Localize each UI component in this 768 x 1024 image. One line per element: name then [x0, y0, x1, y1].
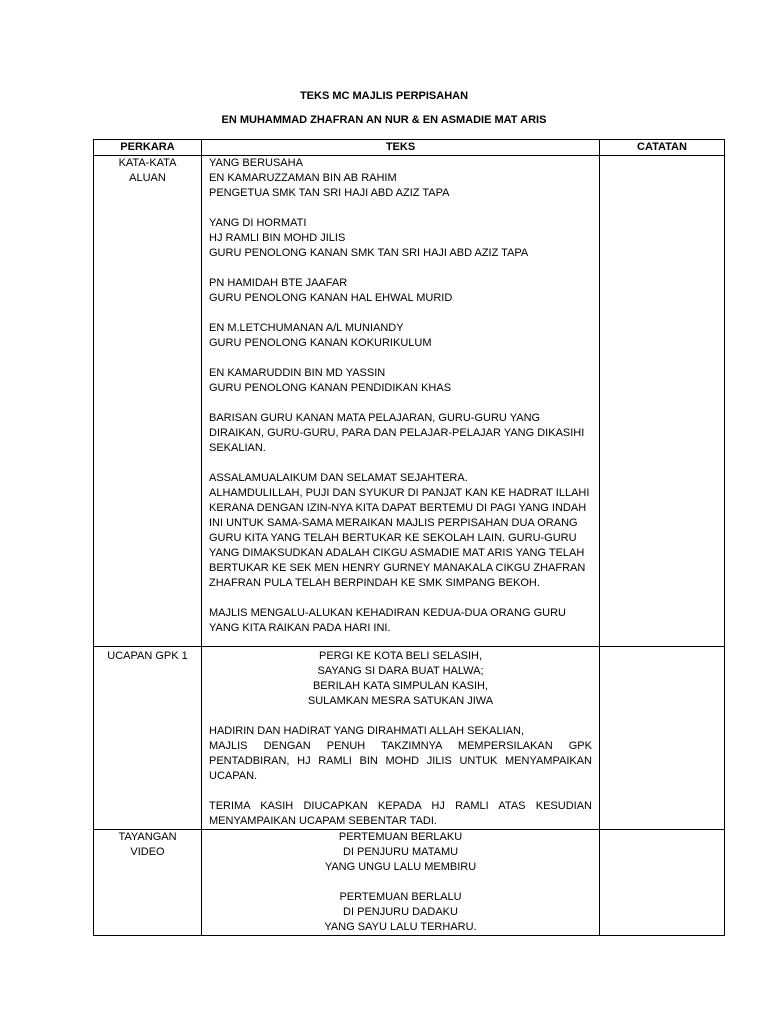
perkara-label: UCAPAN GPK 1 — [107, 650, 188, 662]
perkara-label: TAYANGAN VIDEO — [118, 831, 177, 858]
table-row-kata-aluan — [94, 156, 725, 647]
paragraph: YANG BERUSAHA EN KAMARUZZAMAN BIN AB RAHIM PENGETUA SMK TAN SRI HAJI ABD AZIZ TAPA — [209, 157, 450, 199]
header-catatan: CATATAN — [600, 140, 725, 156]
teks-cell — [202, 156, 600, 647]
perkara-cell — [94, 647, 202, 830]
poem-stanza: PERTEMUAN BERLAKU DI PENJURU MATAMU YANG UNGU LALU MEMBIRU — [324, 831, 477, 873]
paragraph: BARISAN GURU KANAN MATA PELAJARAN, GURU-GURU YANG DIRAIKAN, GURU-GURU, PARA DAN PELAJAR-PELAJAR YANG DIKASIHI SEKALIAN. — [209, 412, 585, 454]
table-header-row — [94, 140, 725, 156]
mc-script-table — [93, 139, 725, 936]
perkara-cell — [94, 156, 202, 647]
paragraph: PN HAMIDAH BTE JAAFAR GURU PENOLONG KANAN HAL EHWAL MURID — [209, 277, 453, 304]
catatan-cell — [600, 156, 725, 647]
teks-cell — [202, 830, 600, 936]
perkara-label: KATA-KATA ALUAN — [118, 157, 177, 184]
paragraph: TERIMA KASIH DIUCAPKAN KEPADA HJ RAMLI ATAS KESUDIAN MENYAMPAIKAN UCAPAM SEBENTAR TADI. — [209, 800, 592, 827]
document-title: TEKS MC MAJLIS PERPISAHAN — [299, 90, 469, 102]
poem-stanza: PERTEMUAN BERLALU DI PENJURU DADAKU YANG SAYU LALU TERHARU. — [324, 891, 477, 933]
paragraph: HADIRIN DAN HADIRAT YANG DIRAHMATI ALLAH SEKALIAN, MAJLIS DENGAN PENUH TAKZIMNYA MEMPERSILAKAN GPK PENTADBIRAN, HJ RAMLI BIN MOHD JILIS UNTUK MENYAMPAIKAN UCAPAN. — [209, 725, 592, 782]
paragraph: EN M.LETCHUMANAN A/L MUNIANDY GURU PENOLONG KANAN KOKURIKULUM — [209, 322, 432, 349]
catatan-cell — [600, 647, 725, 830]
teks-cell — [202, 647, 600, 830]
paragraph: ASSALAMUALAIKUM DAN SELAMAT SEJAHTERA. ALHAMDULILLAH, PUJI DAN SYUKUR DI PANJAT KAN KE HADRAT ILLAHI KERANA DENGAN IZIN-NYA KITA DAPAT BERTEMU DI PAGI YANG INDAH INI UNTUK SAMA-SAMA MERAIKAN MAJLIS PERPISAHAN DUA ORANG GURU KITA YANG TELAH BERTUKAR KE SEKOLAH LAIN. GURU-GURU YANG DIMAKSUDKAN ADALAH CIKGU ASMADIE MAT ARIS YANG TELAH BERTUKAR KE SEK MEN HENRY GURNEY MANAKALA CIKGU ZHAFRAN ZHAFRAN PULA TELAH BERPINDAH KE SMK SIMPANG BEKOH. — [209, 472, 590, 589]
paragraph: MAJLIS MENGALU-ALUKAN KEHADIRAN KEDUA-DUA ORANG GURU YANG KITA RAIKAN PADA HARI INI. — [209, 607, 566, 634]
catatan-cell — [600, 830, 725, 936]
header-perkara: PERKARA — [94, 140, 202, 156]
pantun: PERGI KE KOTA BELI SELASIH, SAYANG SI DARA BUAT HALWA; BERILAH KATA SIMPULAN KASIH, SULAMKAN MESRA SATUKAN JIWA — [307, 650, 494, 707]
table-row-ucapan-gpk — [94, 647, 725, 830]
document-subtitle: EN MUHAMMAD ZHAFRAN AN NUR & EN ASMADIE MAT ARIS — [221, 114, 547, 126]
table-row-tayangan-video — [94, 830, 725, 936]
paragraph: EN KAMARUDDIN BIN MD YASSIN GURU PENOLONG KANAN PENDIDIKAN KHAS — [209, 367, 452, 394]
paragraph: YANG DI HORMATI HJ RAMLI BIN MOHD JILIS GURU PENOLONG KANAN SMK TAN SRI HAJI ABD AZIZ TAPA — [209, 217, 529, 259]
perkara-cell — [94, 830, 202, 936]
header-teks: TEKS — [202, 140, 600, 156]
